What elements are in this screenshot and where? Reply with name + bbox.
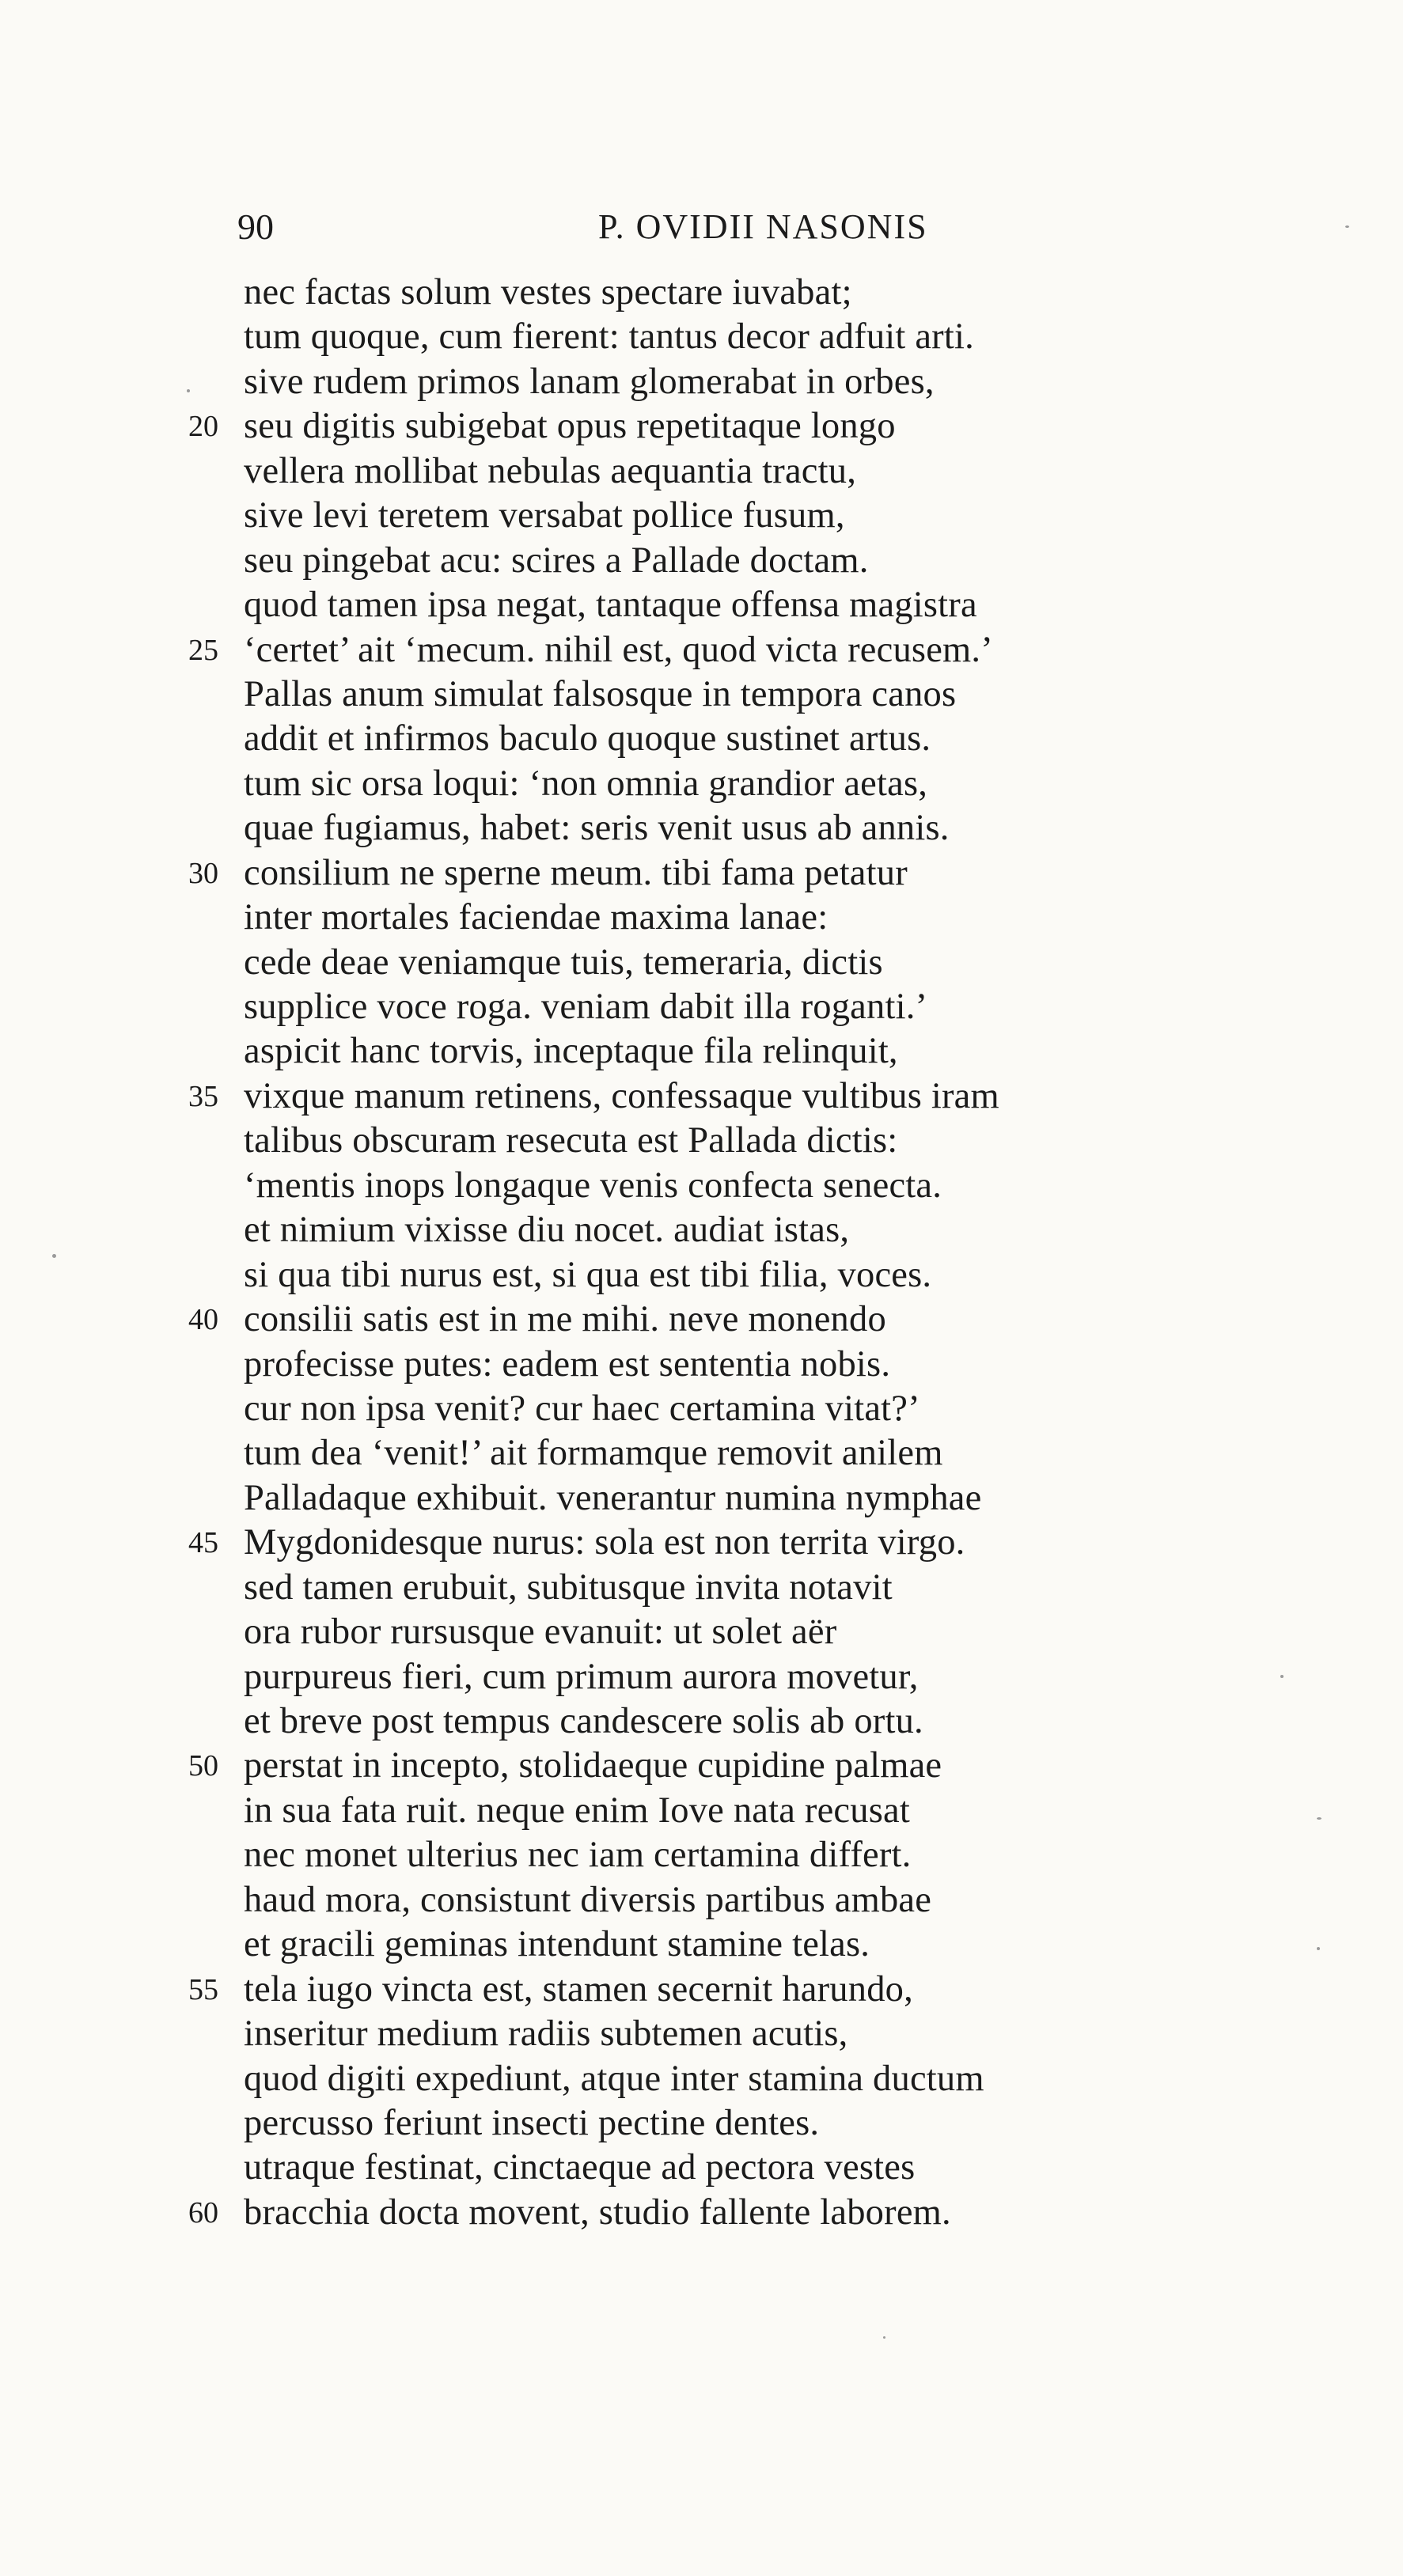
verse-line [0,1699,1403,1744]
verse-text: nec factas solum vestes spectare iuvabat; [244,272,852,313]
verse-line [0,851,1403,896]
verse-text: sive levi teretem versabat pollice fusum, [244,495,845,536]
verse-line [0,1208,1403,1252]
page-number: 90 [237,206,274,247]
scan-speck [1280,1675,1284,1678]
verse-line [0,941,1403,985]
verse-text: utraque festinat, cinctaeque ad pectora vestes [244,2147,916,2188]
verse-line [0,896,1403,940]
verse-text: profecisse putes: eadem est sententia nobis. [244,1343,891,1385]
verse-line [0,1074,1403,1119]
scan-speck [187,389,190,392]
verse-line [0,1923,1403,1967]
verse-text: addit et infirmos baculo quoque sustinet artus. [244,718,931,760]
verse-text: in sua fata ruit. neque enim Iove nata recusat [244,1790,910,1831]
verse-text: talibus obscuram resecuta est Pallada dictis: [244,1120,898,1161]
verse-line [0,1521,1403,1565]
verse-text: ora rubor rursusque evanuit: ut solet aër [244,1612,837,1653]
verse-line [0,985,1403,1029]
line-number: 40 [188,1303,218,1337]
line-number: 45 [188,1526,218,1560]
verse-line [0,1566,1403,1610]
verse-text: purpureus fieri, cum primum aurora movetur, [244,1656,919,1697]
verse-text: tum sic orsa loqui: ‘non omnia grandior aetas, [244,763,928,804]
verse-text: ‘mentis inops longaque venis confecta senecta. [244,1165,942,1206]
verse-line [0,1968,1403,2012]
verse-text: et nimium vixisse diu nocet. audiat istas, [244,1210,850,1251]
verse-text: vixque manum retinens, confessaque vultibus iram [244,1075,999,1116]
verse-line [0,672,1403,717]
verse-text: cur non ipsa venit? cur haec certamina vitat?’ [244,1388,920,1429]
verse-text: quod tamen ipsa negat, tantaque offensa magistra [244,585,977,626]
verse-line [0,1789,1403,1833]
verse-line [0,271,1403,315]
verse-line [0,1297,1403,1342]
verse-line [0,1476,1403,1521]
verse-line [0,806,1403,850]
verse-line [0,2191,1403,2235]
verse-text: consilium ne sperne meum. tibi fama petatur [244,852,908,893]
verse-line [0,1029,1403,1074]
running-head: P. OVIDII NASONIS [598,207,928,246]
verse-line [0,1610,1403,1654]
verse-line [0,315,1403,359]
verse-line [0,1655,1403,1699]
verse-line [0,2057,1403,2101]
scan-speck [1345,225,1349,228]
verse-text: et gracili geminas intendunt stamine telas. [244,1924,870,1965]
verse-text: consilii satis est in me mihi. neve monendo [244,1299,886,1340]
verse-text: ‘certet’ ait ‘mecum. nihil est, quod victa recusem.’ [244,629,993,670]
verse-text: et breve post tempus candescere solis ab ortu. [244,1701,923,1741]
verse-line [0,539,1403,583]
verse-line [0,1253,1403,1297]
verse-text: sive rudem primos lanam glomerabat in orbes, [244,361,935,402]
verse-text: aspicit hanc torvis, inceptaque fila relinquit, [244,1031,898,1072]
verse-text: nec monet ulterius nec iam certamina differt. [244,1835,912,1876]
verse-text: quae fugiamus, habet: seris venit usus ab annis. [244,808,950,849]
verse-text: percusso feriunt insecti pectine dentes. [244,2102,820,2143]
scan-speck [1317,1817,1321,1820]
verse-text: cede deae veniamque tuis, temeraria, dictis [244,941,883,983]
verse-text: vellera mollibat nebulas aequantia tractu, [244,450,857,491]
line-number: 50 [188,1749,218,1783]
line-number: 25 [188,633,218,667]
scan-speck [52,1254,56,1258]
verse-line [0,1431,1403,1476]
verse-text: inter mortales faciendae maxima lanae: [244,897,829,938]
verse-text: quod digiti expediunt, atque inter stamina ductum [244,2058,984,2099]
verse-line [0,449,1403,494]
verse-line [0,1119,1403,1163]
verse-text: tela iugo vincta est, stamen secernit harundo, [244,1968,913,2010]
verse-line [0,1164,1403,1208]
verse-line [0,1744,1403,1788]
verse-line [0,404,1403,449]
verse-line [0,1833,1403,1877]
verse-text: inseritur medium radiis subtemen acutis, [244,2013,848,2055]
verse-text: seu digitis subigebat opus repetitaque longo [244,406,896,447]
line-number: 60 [188,2195,218,2229]
verse-line [0,762,1403,806]
verse-text: haud mora, consistunt diversis partibus ambae [244,1879,932,1920]
verse-text: tum dea ‘venit!’ ait formamque removit anilem [244,1433,943,1474]
scan-speck [1317,1947,1320,1950]
verse-text: Mygdonidesque nurus: sola est non territa virgo. [244,1522,965,1563]
page-header [237,199,1108,255]
line-number: 55 [188,1972,218,2006]
verse-text: bracchia docta movent, studio fallente laborem. [244,2191,951,2233]
verse-line [0,360,1403,404]
verse-text: sed tamen erubuit, subitusque invita notavit [244,1566,893,1608]
verse-line [0,2101,1403,2146]
verse-text: seu pingebat acu: scires a Pallade doctam. [244,540,869,581]
verse-text: Palladaque exhibuit. venerantur numina nymphae [244,1477,982,1518]
verse-line [0,583,1403,627]
verse-block [0,271,1403,2235]
line-number: 20 [188,410,218,444]
verse-line [0,628,1403,672]
line-number: 30 [188,856,218,890]
verse-line [0,2146,1403,2190]
verse-line [0,2012,1403,2056]
verse-line [0,1387,1403,1431]
scan-speck [883,2336,885,2339]
verse-line [0,1878,1403,1923]
verse-line [0,494,1403,538]
verse-text: si qua tibi nurus est, si qua est tibi filia, voces. [244,1254,932,1295]
verse-text: Pallas anum simulat falsosque in tempora canos [244,673,957,714]
verse-text: tum quoque, cum fierent: tantus decor adfuit arti. [244,316,974,358]
verse-line [0,717,1403,761]
verse-line [0,1343,1403,1387]
verse-text: perstat in incepto, stolidaeque cupidine palmae [244,1745,942,1786]
line-number: 35 [188,1079,218,1113]
verse-text: supplice voce roga. veniam dabit illa roganti.’ [244,987,928,1027]
